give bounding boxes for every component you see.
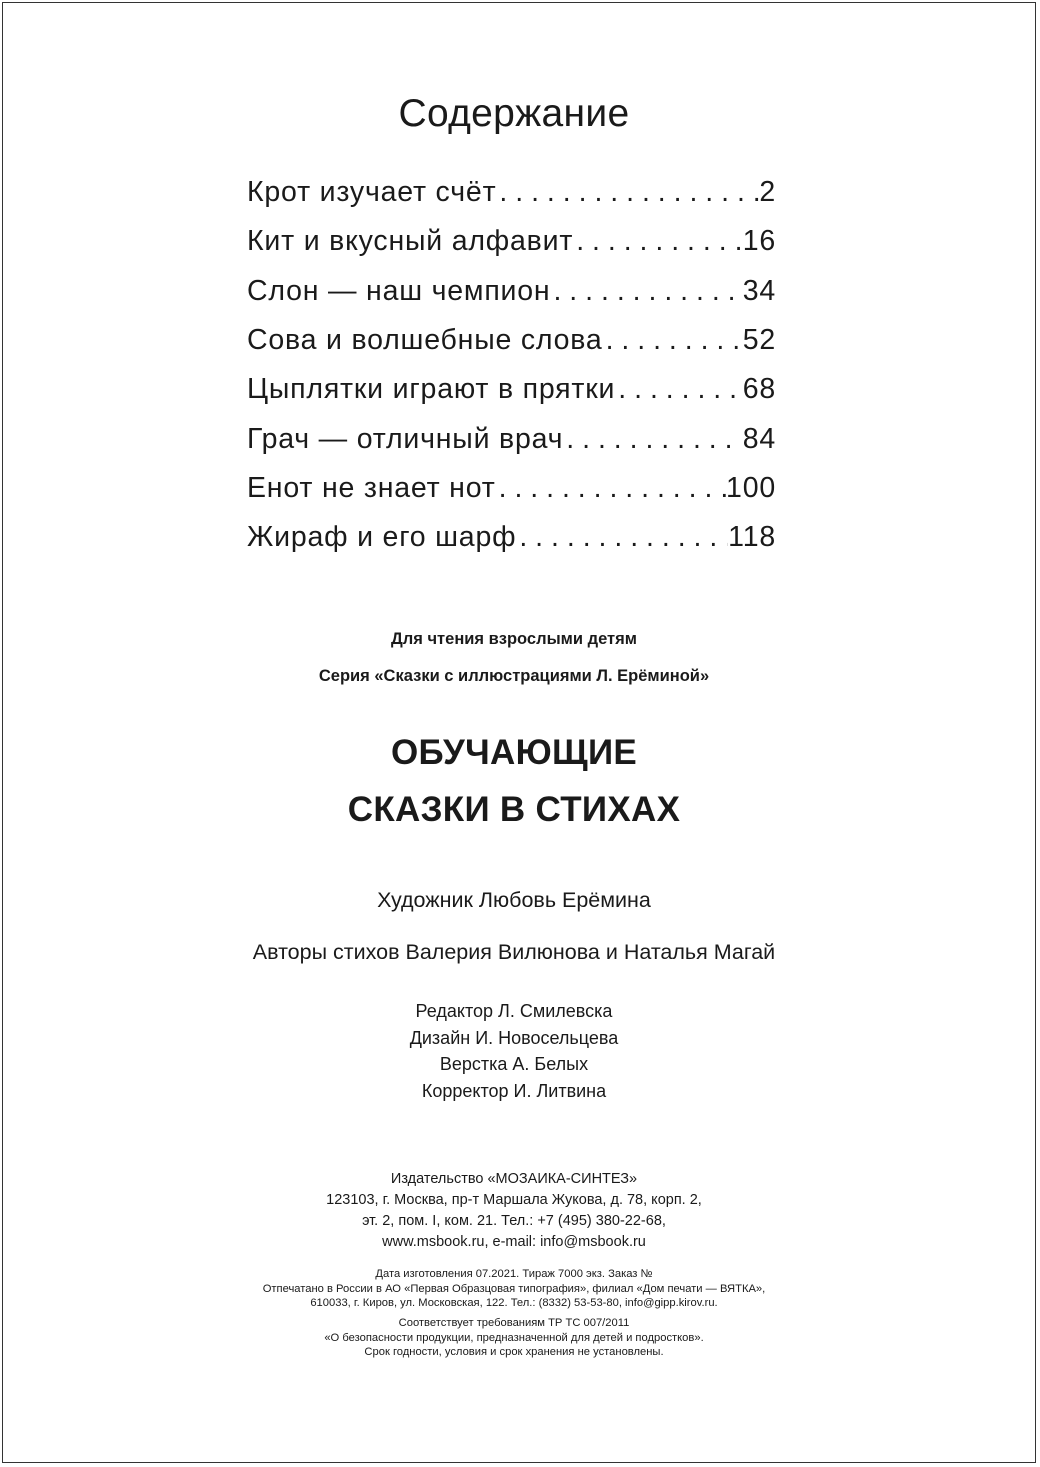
printer-address: 610033, г. Киров, ул. Московская, 122. Тел.: (8332) 53-53-80, info@gipp.kirov.ru.: [310, 1297, 718, 1309]
staff-credits: [0, 998, 1028, 1104]
toc-entry[interactable]: [247, 464, 776, 513]
publisher-info: [0, 1169, 1028, 1253]
toc-leader-dots: [496, 176, 759, 209]
toc-entry-page: 84: [742, 422, 776, 455]
book-title: [0, 724, 1028, 838]
toc-entry-title: Грач — отличный врач: [247, 422, 564, 455]
toc-entry[interactable]: [247, 168, 776, 217]
book-title-line-2: СКАЗКИ В СТИХАХ: [347, 790, 681, 829]
layout-credit: Верстка А. Белых: [439, 1054, 589, 1074]
toc-leader-dots: [516, 521, 728, 554]
toc-entry-page: 16: [742, 225, 776, 258]
toc-leader-dots: [615, 373, 742, 406]
toc-entry-page: 34: [742, 274, 776, 307]
proofreader-credit: Корректор И. Литвина: [421, 1080, 607, 1101]
toc-entry-page: 2: [759, 176, 776, 209]
toc-leader-dots: [603, 324, 743, 357]
toc-heading: Содержание: [398, 92, 630, 135]
printer-name: Отпечатано в России в АО «Первая Образцовая типография», филиал «Дом печати — ВЯТКА»,: [262, 1282, 766, 1295]
toc-entry-title: Жираф и его шарф: [247, 521, 517, 554]
toc-entry-title: Сова и волшебные слова: [247, 324, 603, 357]
toc-entry[interactable]: [247, 365, 776, 414]
production-date: Дата изготовления 07.2021. Тираж 7000 экз. Заказ №: [375, 1268, 653, 1280]
toc-entry-page: 68: [742, 373, 776, 406]
book-title-line-1: ОБУЧАЮЩИЕ: [390, 733, 638, 772]
audience-note: Для чтения взрослыми детям: [391, 630, 637, 648]
toc-entry-title: Енот не знает нот: [247, 471, 496, 504]
compliance-title: «О безопасности продукции, предназначенной для детей и подростков».: [324, 1331, 704, 1344]
toc-leader-dots: [563, 423, 742, 456]
toc-entry-page: 100: [726, 471, 776, 504]
toc-leader-dots: [496, 472, 726, 505]
compliance-standard: Соответствует требованиям ТР ТС 007/2011: [398, 1317, 630, 1329]
toc-entry[interactable]: [247, 217, 776, 266]
toc-entry-title: Цыплятки играют в прятки: [247, 373, 616, 406]
toc-entry-title: Кит и вкусный алфавит: [247, 225, 574, 258]
publisher-phone: эт. 2, пом. I, ком. 21. Тел.: +7 (495) 380-22-68,: [362, 1213, 666, 1229]
toc-entry-page: 52: [742, 324, 776, 357]
toc-entry[interactable]: [247, 513, 776, 562]
table-of-contents: [247, 168, 776, 562]
toc-entry[interactable]: [247, 414, 776, 463]
publisher-name: Издательство «МОЗАИКА-СИНТЕЗ»: [390, 1171, 638, 1187]
shelf-life-note: Срок годности, условия и срок хранения не установлены.: [364, 1346, 664, 1358]
editor-credit: Редактор Л. Смилевска: [415, 1001, 613, 1021]
printing-info: [0, 1267, 1028, 1311]
toc-leader-dots: [573, 225, 742, 258]
toc-leader-dots: [550, 275, 742, 308]
toc-entry[interactable]: [247, 316, 776, 365]
publisher-web-email: www.msbook.ru, e-mail: info@msbook.ru: [382, 1234, 646, 1250]
toc-entry[interactable]: [247, 267, 776, 316]
toc-entry-title: Крот изучает счёт: [247, 176, 497, 209]
compliance-info: [0, 1316, 1028, 1360]
toc-entry-page: 118: [728, 521, 776, 554]
artist-credit: Художник Любовь Ерёмина: [377, 888, 651, 912]
design-credit: Дизайн И. Новосельцева: [409, 1027, 619, 1048]
toc-entry-title: Слон — наш чемпион: [247, 274, 551, 307]
authors-credit: Авторы стихов Валерия Вилюнова и Наталья Магай: [252, 940, 776, 964]
publisher-address: 123103, г. Москва, пр-т Маршала Жукова, д. 78, корп. 2,: [326, 1192, 702, 1208]
series-name: Серия «Сказки с иллюстрациями Л. Ерёминой»: [318, 667, 710, 685]
